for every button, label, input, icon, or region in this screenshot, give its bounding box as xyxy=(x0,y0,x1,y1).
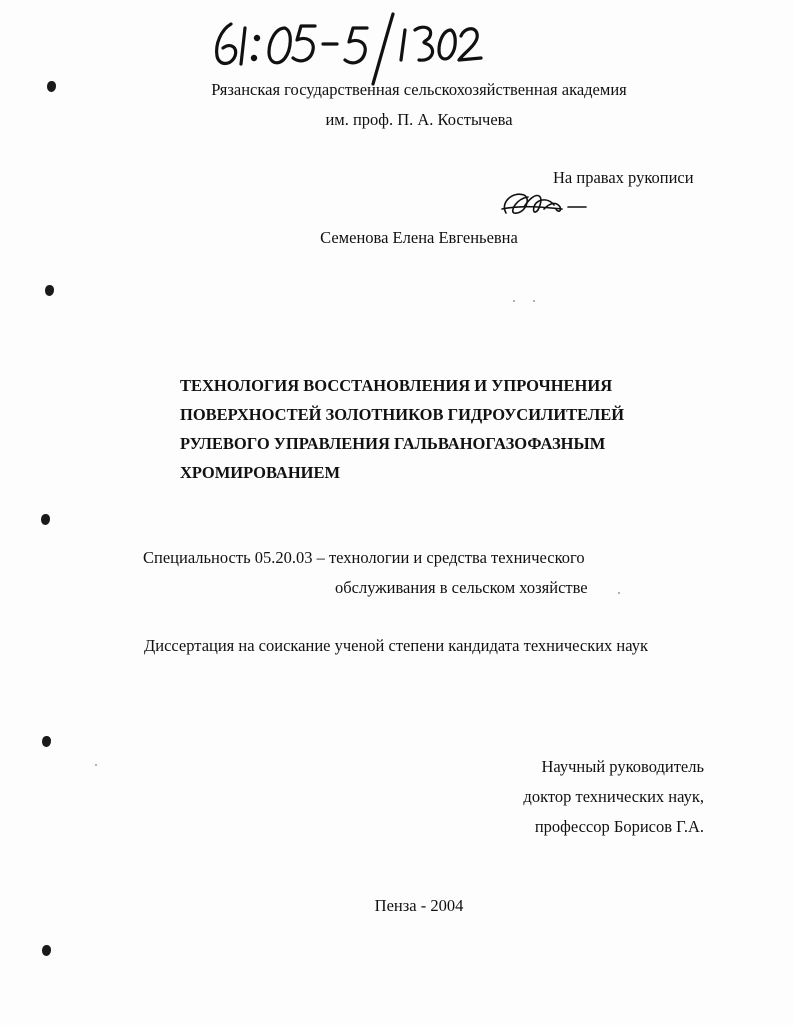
handwritten-archive-number xyxy=(205,8,485,88)
supervisor-role: Научный руководитель xyxy=(541,757,704,776)
binding-hole xyxy=(42,945,51,956)
degree-statement: Диссертация на соискание ученой степени кандидата технических наук xyxy=(144,636,648,655)
scan-speck xyxy=(618,592,620,594)
dissertation-title xyxy=(180,371,700,487)
city-year: Пенза - 2004 xyxy=(374,896,464,915)
supervisor-block xyxy=(480,752,704,842)
binding-hole xyxy=(41,514,50,525)
title-line: ХРОМИРОВАНИЕМ xyxy=(180,463,341,482)
title-line: ПОВЕРХНОСТЕЙ ЗОЛОТНИКОВ ГИДРОУСИЛИТЕЛЕЙ xyxy=(180,405,625,424)
title-line: ТЕХНОЛОГИЯ ВОССТАНОВЛЕНИЯ И УПРОЧНЕНИЯ xyxy=(180,376,613,395)
scan-speck xyxy=(95,764,97,766)
specialty-line: Специальность 05.20.03 – технологии и средства технического xyxy=(143,548,585,567)
binding-hole xyxy=(45,285,54,296)
institution-honoree: им. проф. П. А. Костычева xyxy=(325,110,513,129)
supervisor-degree: доктор технических наук, xyxy=(523,787,704,806)
scan-speck xyxy=(513,300,515,302)
institution-name: Рязанская государственная сельскохозяйственная академия xyxy=(211,80,627,99)
scan-speck xyxy=(533,300,535,302)
manuscript-rights-note: На правах рукописи xyxy=(553,168,694,187)
supervisor-name: профессор Борисов Г.А. xyxy=(534,817,704,836)
specialty-line-continued: обслуживания в сельском хозяйстве xyxy=(335,578,588,597)
title-line: РУЛЕВОГО УПРАВЛЕНИЯ ГАЛЬВАНОГАЗОФАЗНЫМ xyxy=(180,434,606,453)
author-signature xyxy=(498,185,598,223)
author-name: Семенова Елена Евгеньевна xyxy=(320,228,518,247)
binding-hole xyxy=(42,736,51,747)
